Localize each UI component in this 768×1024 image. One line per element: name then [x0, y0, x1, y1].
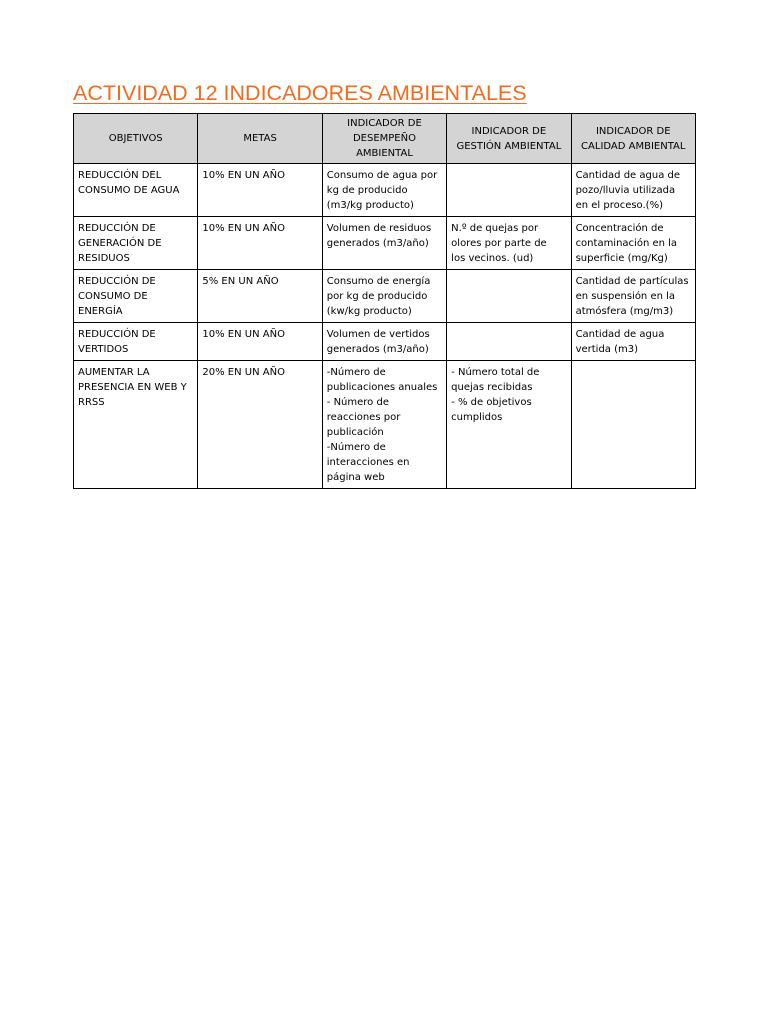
cell-indicador-calidad: Cantidad de partículas en suspensión en la atmósfera (mg/m3) — [571, 270, 695, 323]
cell-indicador-gestion: N.º de quejas por olores por parte de los vecinos. (ud) — [447, 217, 571, 270]
cell-indicador-gestion — [447, 323, 571, 361]
page-title: ACTIVIDAD 12 INDICADORES AMBIENTALES — [73, 81, 527, 105]
cell-objetivo: REDUCCIÓN DE GENERACIÓN DE RESIDUOS — [74, 217, 198, 270]
table-row — [74, 270, 696, 323]
cell-meta: 20% EN UN AÑO — [198, 361, 322, 489]
cell-meta: 5% EN UN AÑO — [198, 270, 322, 323]
table-row — [74, 361, 696, 489]
table-row — [74, 164, 696, 217]
header-objetivos: OBJETIVOS — [74, 114, 198, 164]
cell-meta: 10% EN UN AÑO — [198, 217, 322, 270]
table-row — [74, 323, 696, 361]
header-indicador-desempeno: INDICADOR DE DESEMPEÑO AMBIENTAL — [322, 114, 446, 164]
cell-indicador-calidad — [571, 361, 695, 489]
cell-indicador-calidad: Concentración de contaminación en la superficie (mg/Kg) — [571, 217, 695, 270]
cell-indicador-desempeno: Volumen de residuos generados (m3/año) — [322, 217, 446, 270]
cell-indicador-desempeno: Volumen de vertidos generados (m3/año) — [322, 323, 446, 361]
cell-indicador-calidad: Cantidad de agua vertida (m3) — [571, 323, 695, 361]
header-indicador-gestion: INDICADOR DE GESTIÓN AMBIENTAL — [447, 114, 571, 164]
cell-objetivo: REDUCCIÓN DE VERTIDOS — [74, 323, 198, 361]
indicators-table — [73, 113, 696, 489]
cell-indicador-gestion — [447, 270, 571, 323]
table-row — [74, 217, 696, 270]
cell-indicador-desempeno: Consumo de agua por kg de producido (m3/kg producto) — [322, 164, 446, 217]
cell-meta: 10% EN UN AÑO — [198, 323, 322, 361]
cell-indicador-gestion — [447, 164, 571, 217]
cell-objetivo: REDUCCIÓN DE CONSUMO DE ENERGÍA — [74, 270, 198, 323]
cell-meta: 10% EN UN AÑO — [198, 164, 322, 217]
cell-objetivo: REDUCCIÓN DEL CONSUMO DE AGUA — [74, 164, 198, 217]
cell-indicador-desempeno: Consumo de energía por kg de producido (kw/kg producto) — [322, 270, 446, 323]
header-metas: METAS — [198, 114, 322, 164]
header-indicador-calidad: INDICADOR DE CALIDAD AMBIENTAL — [571, 114, 695, 164]
cell-indicador-gestion: - Número total de quejas recibidas - % de objetivos cumplidos — [447, 361, 571, 489]
cell-indicador-desempeno: -Número de publicaciones anuales - Número de reacciones por publicación -Número de interacciones en página web — [322, 361, 446, 489]
cell-indicador-calidad: Cantidad de agua de pozo/lluvia utilizada en el proceso.(%) — [571, 164, 695, 217]
table-header-row — [74, 114, 696, 164]
cell-objetivo: AUMENTAR LA PRESENCIA EN WEB Y RRSS — [74, 361, 198, 489]
